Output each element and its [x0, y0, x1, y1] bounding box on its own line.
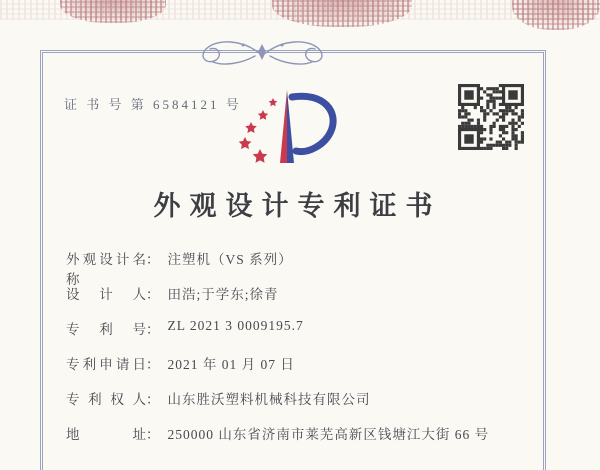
field-value: 250000 山东省济南市莱芜高新区钱塘江大街 66 号: [167, 427, 490, 442]
field-label: 地址: [66, 427, 146, 442]
field-value: 山东胜沃塑料机械科技有限公司: [167, 392, 371, 407]
field-colon: ：: [146, 252, 160, 267]
field-label: 专利权人: [66, 392, 146, 407]
field-label: 设计人: [66, 287, 146, 302]
field-row-design-name: [66, 248, 546, 287]
field-value: ZL 2021 3 0009195.7: [167, 318, 304, 333]
field-value: 田浩;于学东;徐青: [167, 287, 279, 302]
field-colon: ：: [146, 392, 160, 407]
qr-code: [458, 84, 524, 150]
field-label: 外观设计名称: [66, 252, 146, 287]
certificate-title: 外观设计专利证书: [153, 191, 442, 221]
field-colon: ：: [146, 322, 160, 337]
red-lace-ornament-right: [512, 0, 600, 30]
field-row-filing-date: [66, 353, 546, 388]
field-label: 专利申请日: [66, 357, 146, 372]
patent-office-logo-icon: [238, 76, 358, 184]
field-row-designers: [66, 283, 546, 318]
field-row-patent-number: [66, 318, 546, 353]
field-value: 注塑机（VS 系列）: [167, 252, 293, 267]
certificate-fields: [66, 248, 546, 458]
field-colon: ：: [146, 287, 160, 302]
field-colon: ：: [146, 357, 160, 372]
red-lace-ornament-center: [272, 0, 412, 27]
field-row-address: [66, 423, 546, 458]
filigree-ornament: [185, 36, 340, 70]
certificate-number: 证 书 号 第 6584121 号: [64, 97, 242, 112]
field-label: 专利号: [66, 322, 146, 337]
field-row-patentee: [66, 388, 546, 423]
field-value: 2021 年 01 月 07 日: [167, 357, 295, 372]
field-colon: ：: [146, 427, 160, 442]
